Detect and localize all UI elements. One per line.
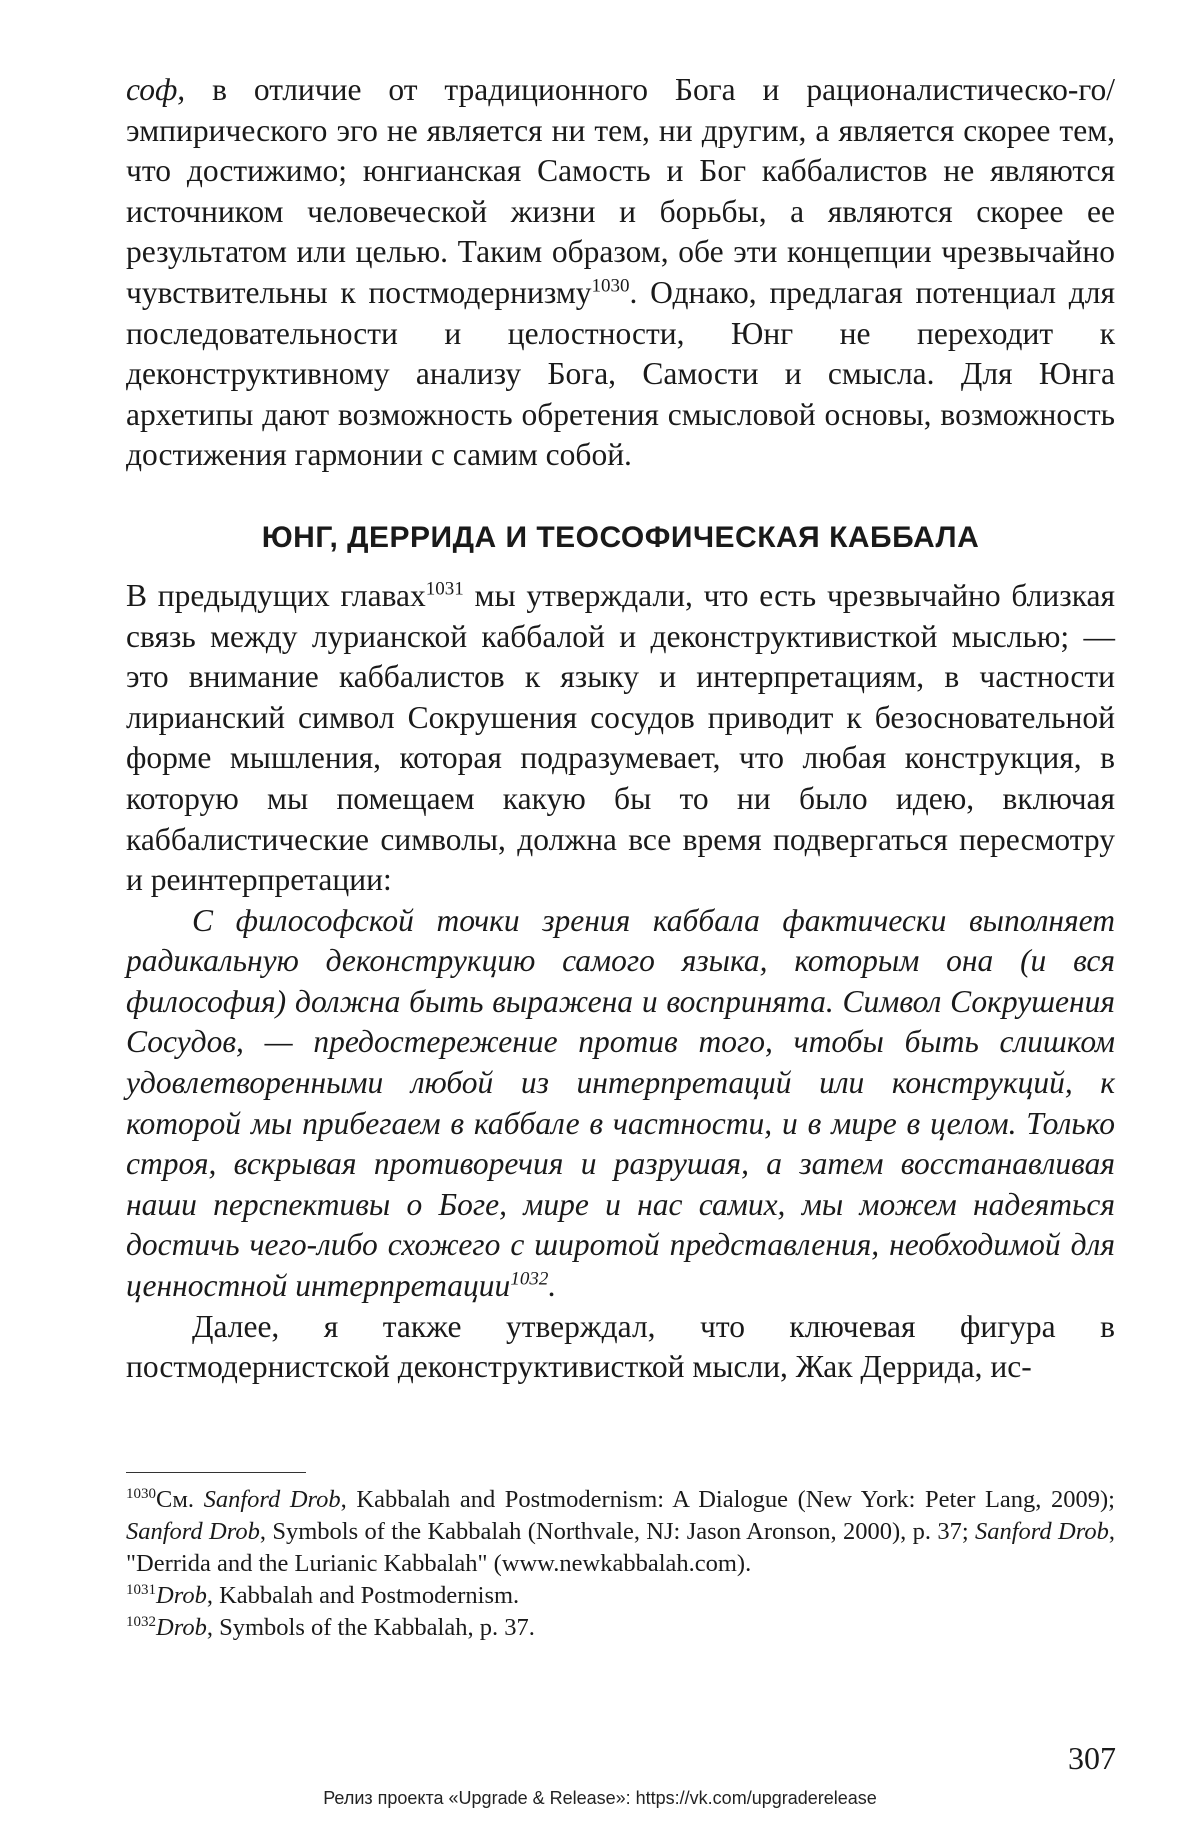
footnote-text: , Symbols of the Kabbalah, p. 37. — [206, 1614, 535, 1641]
page-body — [126, 70, 1115, 1388]
footnote-divider — [126, 1472, 306, 1473]
footnote-text: , Kabbalah and Postmodernism. — [206, 1582, 520, 1609]
intro-lead-italic: соф, — [126, 72, 186, 107]
section-heading: ЮНГ, ДЕРРИДА И ТЕОСОФИЧЕСКАЯ КАББАЛА — [261, 520, 980, 554]
paragraph-2 — [126, 576, 1115, 901]
footnote-author: Sanford Drob — [975, 1518, 1109, 1545]
footnote-prefix: См. — [156, 1486, 204, 1513]
block-quote-text: С философской точки зрения каббала фактически выполняет радикальную деконструкцию самого языка, которым она (и вся философия) должна быть выражена и воспринята. Символ Сокрушения Сосудов, — предостережение против того, чтобы быть слишком удовлетворенными любой из интерпретаций или конструкций, к которой мы прибегаем в каббале в частности, и в мире в целом. Только строя, вскрывая противоречия и разрушая, а затем восстанавливая наши перспективы о Боге, мире и нас самих, мы можем надеяться достичь чего-либо схожего с широтой представления, необходимой для ценностной интерпретации — [126, 902, 1115, 1304]
footnote-text: , Symbols of the Kabbalah (Northvale, NJ: Jason Aronson, 2000), p. 37; — [259, 1518, 975, 1545]
block-quote-end: . — [548, 1268, 557, 1304]
footnote-author: Sanford Drob — [203, 1486, 341, 1513]
paragraph-2-text-2: мы утверждали, что есть чрезвычайно близкая связь между лурианской каббалой и деконструктивисткой мыслью; — это внимание каббалистов к языку и интерпретациям, в частности лирианский символ Сокрушения сосудов приводит к безосновательной форме мышления, которая подразумевает, что любая конструкция, в которую мы помещаем какую бы то ни было идею, включая каббалистические символы, должна все время подвергаться пересмотру и реинтерпретации: — [126, 577, 1115, 898]
footnote-ref-1031[interactable]: 1031 — [425, 578, 464, 600]
footnote-number: 1031 — [126, 1581, 156, 1598]
intro-text-1: в отличие от традиционного Бога и рационалистическо-го/эмпирического эго не является ни тем, ни другим, а является скорее тем, что достижимо; юнгианская Самость и Бог каббалистов не являются источником человеческой жизни и борьбы, а являются скорее ее результатом или целью. Таким образом, обе эти концепции чрезвычайно чувствительны к постмодернизму — [126, 72, 1115, 310]
footnote-number: 1032 — [126, 1613, 156, 1630]
footnote-1031 — [126, 1580, 1115, 1612]
footnote-1032 — [126, 1612, 1115, 1644]
block-quote — [126, 901, 1115, 1307]
footnote-text: , Kabbalah and Postmodernism: A Dialogue (New York: Peter Lang, 2009); — [340, 1486, 1115, 1513]
footnote-ref-1032[interactable]: 1032 — [510, 1268, 549, 1290]
footnote-author: Sanford Drob — [126, 1518, 260, 1545]
footnote-author: Drob — [156, 1614, 207, 1641]
page-number: 307 — [1068, 1740, 1116, 1776]
footnote-text: , "Derrida and the Lurianic Kabbalah" (www.newkabbalah.com). — [126, 1518, 1115, 1577]
footnote-ref-1030[interactable]: 1030 — [591, 275, 630, 297]
intro-paragraph — [126, 70, 1115, 476]
footnote-number: 1030 — [126, 1485, 156, 1502]
paragraph-3: Далее, я также утверждал, что ключевая фигура в постмодернистской деконструктивисткой мысли, Жак Деррида, ис- — [126, 1308, 1115, 1385]
footnote-1030 — [126, 1484, 1115, 1580]
footnote-author: Drob — [156, 1582, 207, 1609]
intro-text-2: . Однако, предлагая потенциал для последовательности и целостности, Юнг не переходит к деконструктивному анализу Бога, Самости и смысла. Для Юнга архетипы дают возможность обретения смысловой основы, возможность достижения гармонии с самим собой. — [126, 274, 1115, 473]
paragraph-2-text-1: В предыдущих главах — [126, 577, 426, 613]
release-line[interactable]: Релиз проекта «Upgrade & Release»: https://vk.com/upgraderelease — [323, 1788, 877, 1808]
footnotes — [126, 1484, 1115, 1644]
